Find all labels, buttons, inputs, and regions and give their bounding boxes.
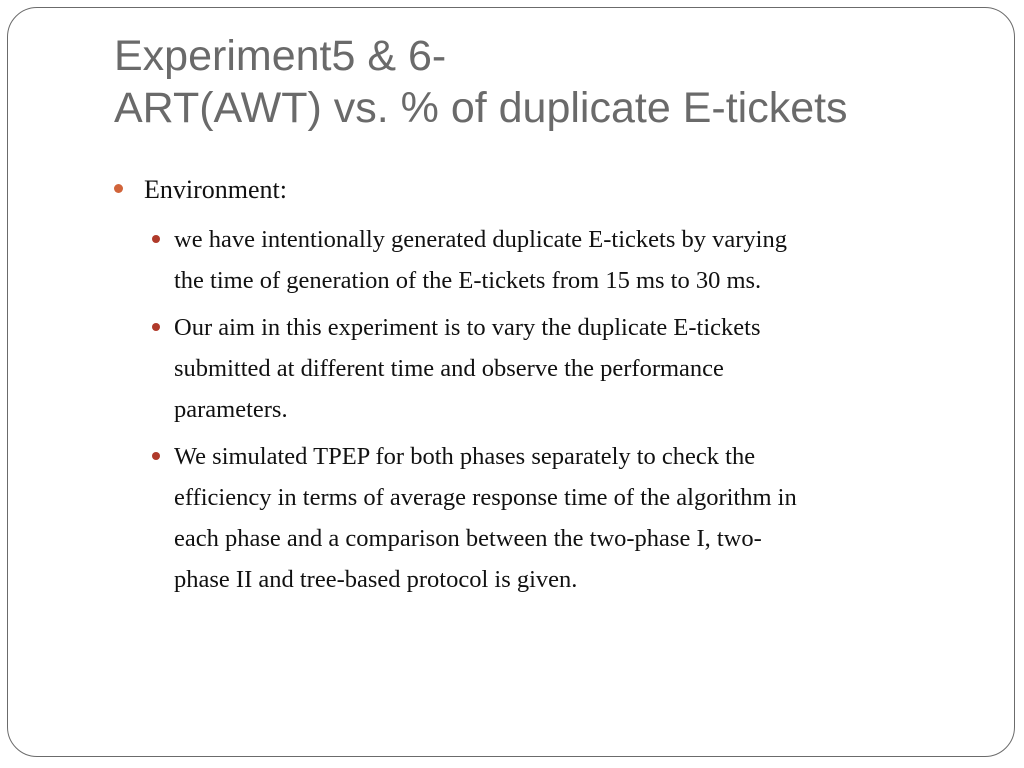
sub-bullet-text [174,307,974,430]
slide-content [114,170,974,606]
text-line: phase II and tree-based protocol is given. [174,566,578,593]
sub-bullet-item [152,436,974,600]
sub-bullet-item [152,219,974,301]
sub-bullet-list [152,219,974,600]
text-line: We simulated TPEP for both phases separately to check the [174,443,756,470]
sub-bullet-dot-icon [152,323,160,331]
text-line: Our aim in this experiment is to vary the duplicate E-tickets [174,314,761,341]
bullet-environment [114,170,974,210]
sub-bullet-dot-icon [152,452,160,460]
sub-bullet-text [174,219,974,301]
sub-bullet-item [152,307,974,430]
text-line: the time of generation of the E-tickets from 15 ms to 30 ms. [174,267,762,294]
text-line: efficiency in terms of average response time of the algorithm in [174,484,797,511]
text-line: parameters. [174,396,288,423]
slide-title-line-1: Experiment5 & 6- [114,32,447,80]
text-line: submitted at different time and observe the performance [174,355,724,382]
slide-title-line-2: ART(AWT) vs. % of duplicate E-tickets [114,84,848,132]
sub-bullet-dot-icon [152,235,160,243]
text-line: each phase and a comparison between the two-phase I, two- [174,525,762,552]
sub-bullet-text [174,436,974,600]
text-line: we have intentionally generated duplicate E-tickets by varying [174,226,787,253]
environment-heading: Environment: [144,175,287,204]
slide-title [114,30,848,134]
bullet-dot-icon [114,184,123,193]
